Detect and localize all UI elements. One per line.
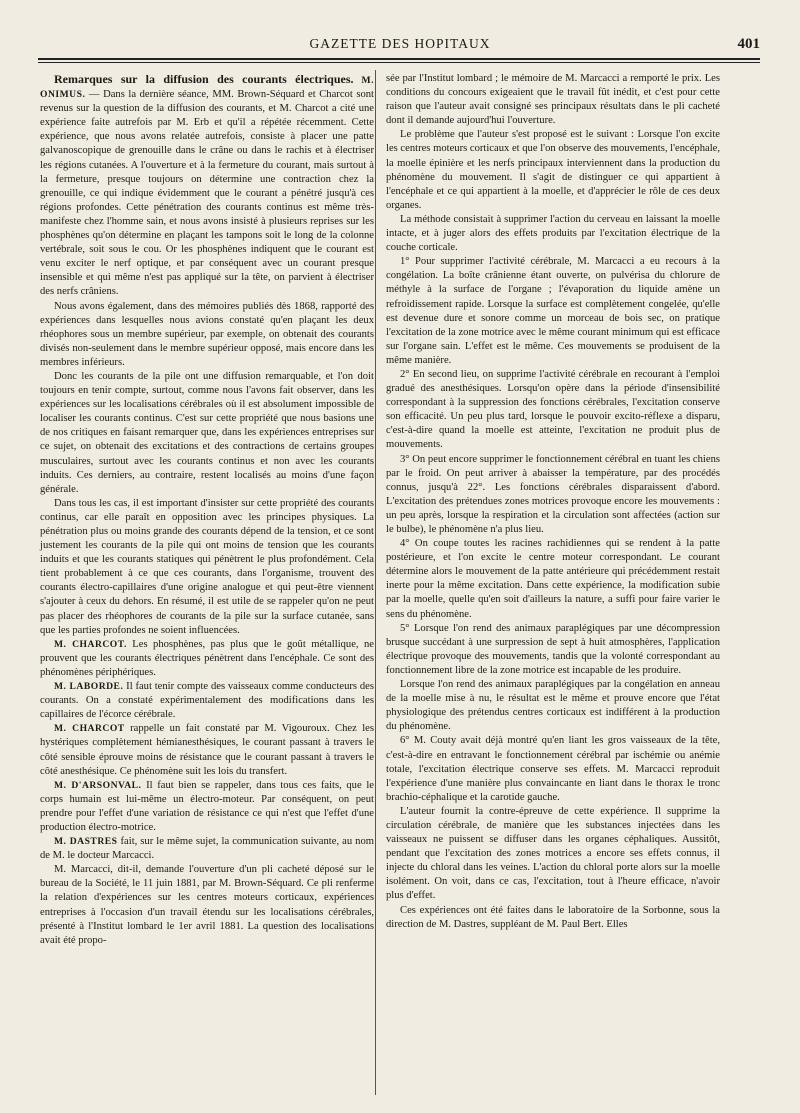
paragraph-text: — Dans la dernière séance, MM. Brown-Séquard et Charcot sont revenus sur la question de la diffusion des courants, et M. Charcot a cité une expérience faite autrefois par M. Erb et qu'il a répétée récemment. Cette expérience, que nous avons relatée autrefois, consiste à placer une patte galvanoscopique de grenouille dans le crâne ou dans le rachis et à électriser les régions cutanées. A l'ouverture et à la fermeture du courant, mais surtout à la fermeture, presque toujours on détermine une contraction chez la grenouille, ce qui indique évidemment que le courant a pénétré jusqu'à ces régions profondes. Cette pénétration des courants continus est même très-manifeste chez l'homme sain, et nous avons insisté à plusieurs reprises sur les phosphènes qu'on détermine en plaçant les tampons soit le long de la colonne vertébrale, soit sous le cou. Or les phosphènes indiquent que le courant est venu exciter le nerf optique, et par conséquent avec un courant presque insensible et qui même n'est pas appliqué sur la tête, on parvient à électriser des nerfs crâniens. — [40, 89, 374, 298]
paragraph — [40, 72, 374, 300]
paragraph-text: Il faut bien se rappeler, dans tous ces faits, que le corps humain est lui-même un électro-moteur. Par conséquent, on peut prendre pour l'effet d'une variation de résistance ce qui n'est que l'effet d'une production électro-motrice. — [40, 779, 374, 833]
header-rule-thin — [38, 62, 760, 63]
paragraph: 2° En second lieu, on supprime l'activité cérébrale en recourant à l'emploi gradué des anesthésiques. Lorsqu'on opère dans la période d'insensibilité correspondant à la suppression des fonctions cérébrales, l'excitation conserve son efficacité. Un peu plus tard, lorsque le pouvoir excito-réflexe a disparu, c'est-à-dire quand la moelle est atteinte, l'excitation ne produit plus de mouvements. — [386, 368, 720, 451]
paragraph-text: Les phosphènes, pas plus que le goût métallique, ne prouvent que les courants électriques pénètrent dans l'encéphale. Ce sont des phénomènes périphériques. — [40, 638, 375, 678]
paragraph: M. Marcacci, dit-il, demande l'ouverture d'un pli cacheté déposé sur le bureau de la Société, le 11 juin 1881, par M. Brown-Séquard. Ce pli renferme la relation d'expériences sur les centres moteurs corticaux, expériences entreprises à l'occasion d'un travail étendu sur les localisations cérébrales, présenté à l'Institut lombard le 1er avril 1881. La question des localisations avait été propo- — [40, 864, 374, 946]
speaker-name: M. D'ARSONVAL. — [54, 779, 142, 791]
paragraph: 3° On peut encore supprimer le fonctionnement cérébral en tuant les chiens par le froid. On peut arriver à abaisser la température, par des procédés connus, jusqu'à 22°. Les fonctions cérébrales disparaissent d'abord. L'excitation des prétendues zones motrices provoque encore les mouvements : un peu après, lorsque la respiration et la circulation sont affectées (action sur le bulbe), le phénomène n'a plus lieu. — [386, 453, 720, 535]
journal-title: GAZETTE DES HOPITAUX — [309, 36, 491, 51]
paragraph: Nous avons également, dans des mémoires publiés dès 1868, rapporté des expériences dans lesquelles nous avions constaté qu'en plaçant les deux rhéophores sous un membre supérieur, par exemple, on obtenait des courants divisés non-seulement dans le membre supérieur opposé, mais encore dans les membres inférieurs. — [40, 300, 374, 368]
paragraph — [40, 722, 374, 778]
paragraph: Ces expériences ont été faites dans le laboratoire de la Sorbonne, sous la direction de M. Dastres, suppléant de M. Paul Bert. Elles — [386, 904, 720, 930]
speaker-name: M. CHARCOT — [54, 723, 125, 735]
paragraph — [40, 638, 374, 680]
section-title: Remarques sur la diffusion des courants électriques. — [54, 72, 354, 86]
right-column — [386, 72, 720, 932]
paragraph — [40, 835, 374, 863]
speaker-name: M. LABORDE. — [54, 681, 124, 693]
paragraph: Le problème que l'auteur s'est proposé est le suivant : Lorsque l'on excite les centres moteurs corticaux et que l'on observe des mouvements, l'encéphale, la moelle épinière et les nerfs principaux interviennent dans la production du phénomène du mouvement. Il s'agit de distinguer ce qui appartient à l'encéphale et ce qui appartient à la moelle, et d'apprécier le rôle de ces deux organes. — [386, 129, 720, 211]
paragraph: sée par l'Institut lombard ; le mémoire de M. Marcacci a remporté le prix. Les conditions du concours exigeaient que le travail fût inédit, et c'est pour cette raison que l'auteur avait consigné ses principaux résultats dans le pli cacheté dont il demande aujourd'hui l'ouverture. — [386, 73, 720, 127]
paragraph: Dans tous les cas, il est important d'insister sur cette propriété des courants continus, car elle paraît en opposition avec les principes physiques. La pénétration plus ou moins grande des courants dépend de la tension, et ce sont justement les courants de la pile qui ont moins de tension que les courants induits et que les courants statiques qui pénètrent le plus profondément. Cela tient probablement à ce que ces courants, dans l'organisme, trouvent des courants électro-capillaires d'une origine analogue et qui peut-être viennent s'ajouter à ceux du dehors. En résumé, il est utile de se rappeler qu'on ne peut pas placer des rhéophores de courants de la pile sur la surface cutanée, sans que les parties profondes ne soient influencées. — [40, 497, 374, 636]
speaker-name: M. ONIMUS. — [40, 75, 374, 101]
paragraph-text: rappelle un fait constaté par M. Vigouroux. Chez les hystériques complètement hémianesthésiques, le courant passant à travers le côté sensible éprouve moins de résistance que le courant passant à travers le côté anesthésique. Ce phénomène suit les lois du transfert. — [40, 723, 374, 777]
paragraph-text: Il faut tenir compte des vaisseaux comme conducteurs des courants. On a constaté expérimentalement des modifications dans les capillaires de l'écorce cérébrale. — [40, 681, 374, 721]
header-rule-thick — [38, 58, 760, 60]
paragraph — [40, 779, 374, 835]
paragraph: Lorsque l'on rend des animaux paraplégiques par la congélation en anneau de la moelle mise à nu, le résultat est le même et prouve encore que l'état physiologique des prétendus centres corticaux est indifférent à la production du phénomène. — [386, 679, 720, 733]
speaker-name: M. CHARCOT. — [54, 638, 127, 650]
paragraph: 4° On coupe toutes les racines rachidiennes qui se rendent à la patte postérieure, et l'on excite le centre moteur correspondant. Le courant détermine alors le mouvement de la patte antérieure qui précédemment restait inerte pour la même excitation. Dans cette expérience, la modification subie par la moelle, quelle qu'en soit d'ailleurs la nature, a suffi pour faire varier le sens du phénomène. — [386, 538, 720, 620]
column-divider — [375, 70, 376, 1095]
page-number: 401 — [737, 36, 760, 52]
paragraph: Donc les courants de la pile ont une diffusion remarquable, et l'on doit toujours en tenir compte, surtout, comme nous l'avons fait observer, dans les expériences sur les localisations cérébrales où il est absolument impossible de localiser les courants continus. C'est sur cette propriété que nous basions une de nos critiques en faisant remarquer que, dans les expériences entreprises sur ce sujet, on obtenait des excitations et des contractions de certains groupes musculaires, surtout avec les courants continus et non avec les courants induits. Ces derniers, au contraire, restent localisés au moins d'une façon générale. — [40, 370, 374, 495]
speaker-name: M. DASTRES — [54, 836, 118, 848]
paragraph-text: fait, sur le même sujet, la communication suivante, au nom de M. le docteur Marcacci. — [40, 836, 374, 862]
paragraph: 6° M. Couty avait déjà montré qu'en liant les gros vaisseaux de la tête, c'est-à-dire en entravant le fonctionnement cérébral par ischémie ou anémie totale, l'excitation électrique conserve ses effets. M. Marcacci reproduit l'expérience d'une manière plus convaincante en liant dans le thorax le tronc brachio-céphalique et la carotide gauche. — [386, 735, 720, 803]
left-column — [40, 72, 374, 948]
paragraph: L'auteur fournit la contre-épreuve de cette expérience. Il supprime la circulation cérébrale, de manière que les substances injectées dans les vaisseaux ne puissent se diffuser dans les organes céphaliques. Aussitôt, pendant que l'excitation des zones motrices a encore ses effets connus, il injecte du chloral dans les veines. L'action du chloral porte alors sur la moelle isolément. On voit, dans ce cas, l'excitation, tout à l'heure efficace, n'avoir plus d'effet. — [386, 805, 720, 902]
paragraph — [40, 680, 374, 722]
paragraph: 1° Pour supprimer l'activité cérébrale, M. Marcacci a eu recours à la congélation. La boîte crânienne étant ouverte, on pulvérisa du chlorure de méthyle à la surface de l'organe ; l'évaporation du liquide amène un refroidissement rapide. Lorsque la surface est complètement congelée, qu'elle est devenue dure et sonore comme un morceau de bois sec, on pratique l'excitation de la zone motrice avec le même courant minimum qui est efficace sur l'organe sain. L'effet est le même. Ces mouvements se produisent de la même manière. — [386, 256, 720, 366]
paragraph: La méthode consistait à supprimer l'action du cerveau en laissant la moelle intacte, et à juger alors des effets produits par l'excitation électrique de la couche corticale. — [386, 213, 720, 254]
paragraph: 5° Lorsque l'on rend des animaux paraplégiques par une décompression brusque succédant à une surpression de sept à huit atmosphères, l'application électrique provoque des mouvements, tandis que la volonté correspondant au fonctionnement libre de la zone motrice est incapable de les produire. — [386, 622, 720, 676]
